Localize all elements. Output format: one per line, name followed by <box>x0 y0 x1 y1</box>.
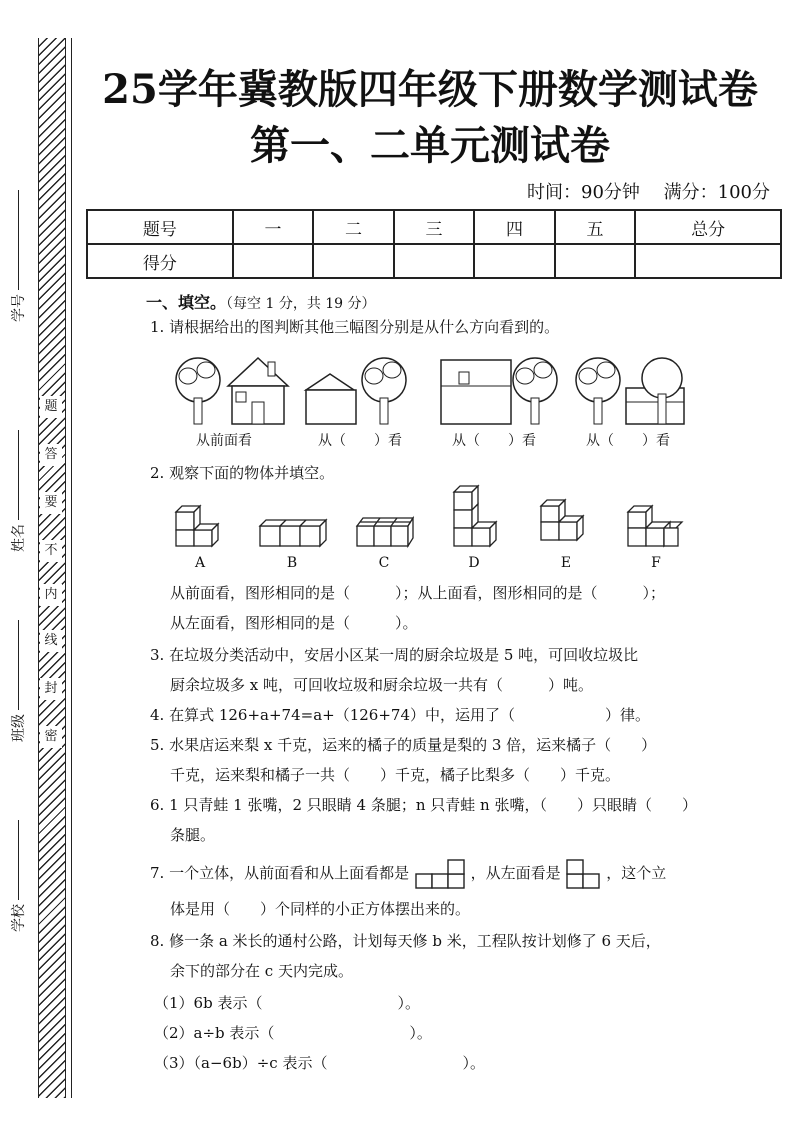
question-8-sub2: （2）a÷b 表示（ ）。 <box>154 1024 432 1042</box>
caption-blank[interactable]: 从（ ）看 <box>586 433 670 449</box>
tree-icon <box>513 358 557 424</box>
figure-label: B <box>286 555 298 571</box>
seal-char: 线 <box>40 630 62 652</box>
section-heading <box>146 290 376 313</box>
question-8-line2: 余下的部分在 c 天内完成。 <box>170 962 353 980</box>
seal-char: 不 <box>40 540 62 562</box>
score-header-cell: 题号 <box>87 210 233 244</box>
tree-icon <box>362 358 406 424</box>
class-label: 班级 <box>11 714 27 742</box>
question-7-line1 <box>150 858 666 890</box>
question-3-line2: 厨余垃圾多 x 吨，可回收垃圾和厨余垃圾一共有（ ）吨。 <box>170 676 593 694</box>
class-field[interactable] <box>4 620 32 742</box>
class-line <box>18 620 19 710</box>
cube-figure-f <box>624 500 688 552</box>
score-header-cell: 二 <box>313 210 394 244</box>
cube-figure-e <box>537 496 597 552</box>
student-id-line <box>18 190 19 290</box>
question-8-line1: 8. 修一条 a 米长的通村公路，计划每天修 b 米，工程队按计划修了 6 天后， <box>150 932 661 950</box>
scene-view-3 <box>435 350 565 430</box>
seal-char: 内 <box>40 584 62 606</box>
school-label: 学校 <box>11 904 27 932</box>
name-label: 姓名 <box>11 524 27 552</box>
score-header-cell: 五 <box>555 210 636 244</box>
question-7-line2: 体是用（ ）个同样的小正方体摆出来的。 <box>170 900 471 918</box>
seal-char: 答 <box>40 444 62 466</box>
cube-figure-b <box>258 512 328 552</box>
scene-view-4 <box>570 350 690 430</box>
exam-meta <box>509 178 770 204</box>
tree-icon <box>176 358 220 424</box>
house-icon <box>306 374 356 424</box>
question-6-line2: 条腿。 <box>170 826 216 844</box>
exam-time: 时间：90分钟 <box>527 182 640 203</box>
figure-label: E <box>560 555 572 571</box>
question-7-part1: 7. 一个立体，从前面看和从上面看都是 <box>150 864 410 882</box>
binding-margin <box>0 0 80 1130</box>
question-2: 2. 观察下面的物体并填空。 <box>150 464 335 482</box>
page-subtitle: 第一、二单元测试卷 <box>250 122 610 169</box>
name-field[interactable] <box>4 430 32 552</box>
score-cell[interactable] <box>474 244 555 278</box>
three-square-left-view-icon <box>565 858 601 890</box>
score-cell[interactable] <box>233 244 314 278</box>
seal-char: 封 <box>40 678 62 700</box>
house-icon <box>228 358 288 424</box>
seal-char: 要 <box>40 492 62 514</box>
figure-label: D <box>468 555 480 571</box>
score-header-cell: 三 <box>394 210 475 244</box>
cube-figure-d <box>448 482 504 552</box>
seal-char: 题 <box>40 396 62 418</box>
score-table-header-row <box>87 210 781 244</box>
score-cell[interactable] <box>313 244 394 278</box>
question-3-line1: 3. 在垃圾分类活动中，安居小区某一周的厨余垃圾是 5 吨，可回收垃圾比 <box>150 646 639 664</box>
section-title: 一、填空。 <box>146 293 227 312</box>
binding-hatch <box>38 38 66 1098</box>
question-7-part3: ，这个立 <box>606 864 667 882</box>
score-cell[interactable] <box>635 244 781 278</box>
figure-label: C <box>378 555 390 571</box>
question-4: 4. 在算式 126+a+74=a+（126+74）中，运用了（ ）律。 <box>150 706 651 724</box>
figure-label: F <box>651 555 661 571</box>
binding-line <box>71 38 72 1098</box>
question-2-line1: 从前面看，图形相同的是（ ）；从上面看，图形相同的是（ ）； <box>170 584 666 602</box>
cube-figure-a <box>172 500 232 550</box>
tree-icon <box>576 358 620 424</box>
caption-blank[interactable]: 从（ ）看 <box>318 433 402 449</box>
scene-front-view <box>170 350 290 430</box>
scene-view-2 <box>300 350 420 430</box>
score-header-cell: 四 <box>474 210 555 244</box>
house-icon <box>441 360 511 424</box>
question-8-sub3: （3）（a−6b）÷c 表示（ ）。 <box>154 1054 485 1072</box>
name-line <box>18 430 19 520</box>
question-2-line2: 从左面看，图形相同的是（ ）。 <box>170 614 418 632</box>
question-5-line2: 千克，运来梨和橘子一共（ ）千克，橘子比梨多（ ）千克。 <box>170 766 621 784</box>
student-id-field[interactable] <box>4 190 32 322</box>
question-1: 1. 请根据给出的图判断其他三幅图分别是从什么方向看到的。 <box>150 318 560 336</box>
caption-front: 从前面看 <box>196 433 252 449</box>
score-header-cell: 总分 <box>635 210 781 244</box>
score-header-cell: 一 <box>233 210 314 244</box>
caption-blank[interactable]: 从（ ）看 <box>452 433 536 449</box>
question-6-line1: 6. 1 只青蛙 1 张嘴，2 只眼睛 4 条腿；n 只青蛙 n 张嘴，（ ）只眼睛（ ） <box>150 796 697 814</box>
score-table <box>86 209 782 279</box>
score-cell[interactable] <box>394 244 475 278</box>
student-id-label: 学号 <box>11 294 27 322</box>
seal-char: 密 <box>40 726 62 748</box>
school-line <box>18 820 19 900</box>
question-8-sub1: （1）6b 表示（ ）。 <box>154 994 420 1012</box>
section-note: （每空 1 分，共 19 分） <box>226 296 376 312</box>
score-table-score-row <box>87 244 781 278</box>
three-square-view-icon <box>414 858 466 890</box>
question-7-part2: ，从左面看是 <box>470 864 561 882</box>
school-field[interactable] <box>4 820 32 932</box>
question-5-line1: 5. 水果店运来梨 x 千克，运来的橘子的质量是梨的 3 倍，运来橘子（ ） <box>150 736 657 754</box>
figure-label: A <box>194 555 206 571</box>
page-title: 25学年冀教版四年级下册数学测试卷 <box>102 66 758 113</box>
score-cell[interactable] <box>555 244 636 278</box>
score-row-label: 得分 <box>87 244 233 278</box>
exam-full-score: 满分：100分 <box>663 182 770 203</box>
cube-figure-c <box>355 512 415 552</box>
